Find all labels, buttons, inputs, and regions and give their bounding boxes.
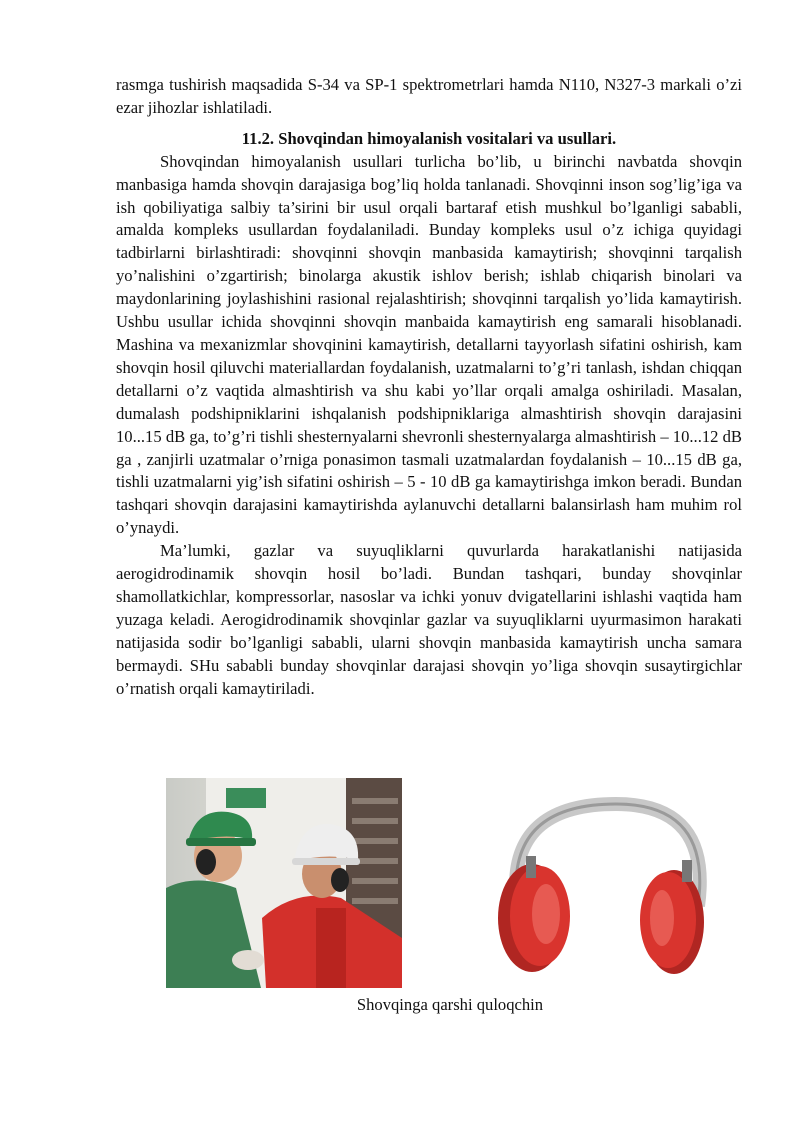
paragraph-2: Ma’lumki, gazlar va suyuqliklarni quvurlarda harakatlanishi natijasida aerogidrodinamik shovqin hosil bo’ladi. Bundan tashqari, bunday shovqinlar shamollatkichlar, kompressorlar, nasoslar va ichki yonuv dvigatellarini ishlashi vaqtida ham yuzaga keladi. Aerogidrodinamik shovqinlar gazlar va suyuqliklarni uyurmasimon harakati natijasida sodir bo’lganligi sababli, ularni shovqin manbasida kamaytirish uncha samara bermaydi. SHu sababli bunday shovqinlar darajasi shovqin yo’liga shovqin susaytirgichlar o’rnatish orqali kamaytiriladi. bbox=[116, 541, 742, 698]
intro-paragraph: rasmga tushirish maqsadida S-34 va SP-1 spektrometrlari hamda N110, N327-3 markali o’zi ezar jihozlar ishlatiladi. bbox=[116, 75, 742, 117]
red-earmuffs-photo bbox=[486, 796, 722, 978]
section-heading: 11.2. Shovqindan himoyalanish vositalari va usullari. bbox=[241, 128, 617, 148]
workers-with-ear-protection-photo bbox=[166, 778, 402, 988]
paragraph-1: Shovqindan himoyalanish usullari turlicha bo’lib, u birinchi navbatda shovqin manbasiga hamda shovqin darajasiga bog’liq holda tanlanadi. Shovqinni inson sog’lig’iga va ish qobiliyatiga salbiy ta’sirini bir usul orqali bartaraf etish mushkul bo’lganligi sababli, amalda kompleks usullardan foydalaniladi. Bunday kompleks usul o’z ichiga quyidagi tadbirlarni birlashtiradi: shovqinni shovqin manbasida kamaytirish; shovqinni tarqalish yo’nalishini o’zgartirish; binolarga akustik ishlov berish; ishlab chiqarish binolari va maydonlarining joylashishini rasional rejalashtirish; shovqinni tarqalish yo’lida kamaytirish. Ushbu usullar ichida shovqinni shovqin manbaida kamaytirish eng samarali hisoblanadi. Mashina va mexanizmlar shovqinini kamaytirish, detallarni tayyorlash sifatini oshirish, kam shovqin hosil qiluvchi materiallardan foydalanish, uzatmalarni to’g’ri tanlash, ishdan chiqqan detallarni o’z vaqtida almashtirish va shu kabi yo’llar orqali amalga oshiriladi. Masalan, dumalash podshipniklarini ishqalanish podshipniklariga almashtirish shovqin darajasini 10...15 dB ga, to’g’ri tishli shesternyalarni shevronli shesternyalarga almashtirish – 10...12 dB ga , zanjirli uzatmalar o’rniga ponasimon tasmali uzatmalardan foydalanish – 10...15 dB ga, tishli uzatmalarni yig’ish sifatini oshirish – 5 - 10 dB ga kamaytirishga imkon beradi. Bundan tashqari shovqin darajasini kamaytirishda aylanuvchi detallarni balansirlash ham muhim rol o’ynaydi. bbox=[116, 151, 742, 538]
text-block bbox=[116, 74, 742, 700]
figure-caption: Shovqinga qarshi quloqchin bbox=[356, 995, 544, 1014]
